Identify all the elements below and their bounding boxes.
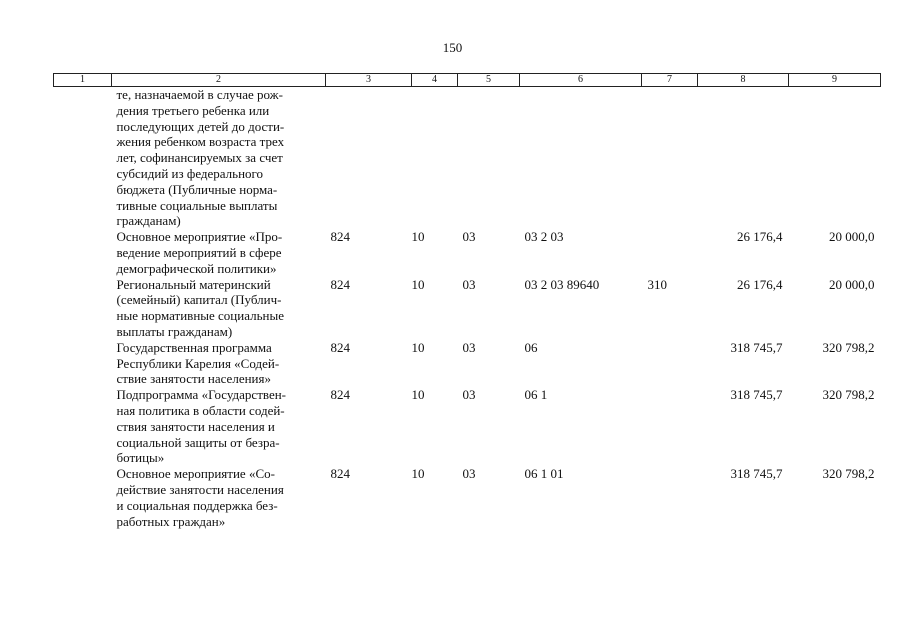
column-number-row <box>54 74 881 87</box>
cell-ved: 824 <box>330 339 350 355</box>
table-row <box>54 277 881 340</box>
cell-ved: 824 <box>330 229 350 245</box>
cell-amount-year1 <box>698 87 789 230</box>
cell-amount-year2: 320 798,2 <box>822 466 875 482</box>
name-line: ствия занятости населения и <box>116 418 275 434</box>
name-line: Государственная программа <box>116 339 272 355</box>
column-header: 7 <box>642 74 698 87</box>
page-number: 150 <box>442 40 463 55</box>
cell-expense-type <box>642 466 698 529</box>
cell-subsection: 03 <box>462 466 476 482</box>
column-header: 4 <box>412 74 458 87</box>
budget-table <box>53 73 881 529</box>
name-line: последующих детей до дости- <box>116 118 285 134</box>
cell-subsection: 03 <box>462 229 476 245</box>
name-line: Основное мероприятие «Про- <box>116 229 283 245</box>
cell-amount-year1: 26 176,4 <box>737 229 783 245</box>
cell-amount-year1: 318 745,7 <box>730 387 783 403</box>
name-line: ная политика в области содей- <box>116 402 285 418</box>
name-line: бюджета (Публичные норма- <box>116 181 278 197</box>
name-line: Подпрограмма «Государствен- <box>116 387 287 403</box>
cell-section: 10 <box>411 387 425 403</box>
cell-amount-year2: 20 000,0 <box>829 229 875 245</box>
cell-amount-year2: 20 000,0 <box>829 276 875 292</box>
cell-name <box>112 229 326 276</box>
cell-name <box>112 277 326 340</box>
column-header: 2 <box>112 74 326 87</box>
table-row <box>54 387 881 466</box>
cell-col1 <box>54 387 112 466</box>
name-line: Основное мероприятие «Со- <box>116 466 275 482</box>
name-line: ствие занятости населения» <box>116 371 271 387</box>
name-line: гражданам) <box>116 213 181 229</box>
name-line: социальной защиты от безра- <box>116 434 280 450</box>
name-line: ведение мероприятий в сфере <box>116 244 282 260</box>
cell-ved <box>326 87 412 230</box>
cell-name <box>112 340 326 387</box>
cell-expense-type <box>642 229 698 276</box>
name-line: тивные социальные выплаты <box>116 197 278 213</box>
cell-target-article: 06 <box>524 339 538 355</box>
cell-col1 <box>54 229 112 276</box>
cell-amount-year1: 318 745,7 <box>730 339 783 355</box>
column-header: 5 <box>458 74 520 87</box>
name-line: субсидий из федерального <box>116 165 264 181</box>
cell-expense-type <box>642 387 698 466</box>
name-line: ботицы» <box>116 450 165 466</box>
cell-target-article: 06 1 <box>524 387 548 403</box>
name-line: Республики Карелия «Содей- <box>116 355 280 371</box>
cell-section <box>412 87 458 230</box>
name-line: дения третьего ребенка или <box>116 102 270 118</box>
cell-ved: 824 <box>330 387 350 403</box>
cell-section: 10 <box>411 276 425 292</box>
cell-col1 <box>54 87 112 230</box>
cell-section: 10 <box>411 339 425 355</box>
table-row <box>54 87 881 230</box>
column-header: 8 <box>698 74 789 87</box>
cell-amount-year2 <box>789 87 881 230</box>
name-line: и социальная поддержка без- <box>116 497 278 513</box>
column-header: 1 <box>54 74 112 87</box>
name-line: те, назначаемой в случае рож- <box>116 87 283 102</box>
cell-subsection <box>458 87 520 230</box>
cell-target-article: 06 1 01 <box>524 466 564 482</box>
cell-target-article <box>520 87 642 230</box>
cell-name <box>112 466 326 529</box>
cell-expense-type: 310 <box>647 276 667 292</box>
name-line: выплаты гражданам) <box>116 323 233 339</box>
cell-col1 <box>54 466 112 529</box>
name-line: (семейный) капитал (Публич- <box>116 292 282 308</box>
table-row <box>54 229 881 276</box>
cell-target-article: 03 2 03 89640 <box>524 276 600 292</box>
cell-ved: 824 <box>330 276 350 292</box>
name-line: демографической политики» <box>116 260 277 276</box>
name-line: действие занятости населения <box>116 481 284 497</box>
cell-target-article: 03 2 03 <box>524 229 564 245</box>
cell-subsection: 03 <box>462 387 476 403</box>
name-line: Региональный материнский <box>116 276 271 292</box>
name-line: лет, софинансируемых за счет <box>116 150 283 166</box>
name-line: жения ребенком возраста трех <box>116 134 285 150</box>
cell-name <box>112 387 326 466</box>
name-line: работных граждан» <box>116 513 226 529</box>
cell-col1 <box>54 340 112 387</box>
cell-amount-year2: 320 798,2 <box>822 387 875 403</box>
cell-amount-year1: 318 745,7 <box>730 466 783 482</box>
cell-name <box>112 87 326 230</box>
column-header: 9 <box>789 74 881 87</box>
table-body <box>54 87 881 530</box>
cell-expense-type <box>642 87 698 230</box>
table-row <box>54 466 881 529</box>
cell-section: 10 <box>411 229 425 245</box>
cell-subsection: 03 <box>462 276 476 292</box>
cell-amount-year1: 26 176,4 <box>737 276 783 292</box>
table-row <box>54 340 881 387</box>
column-header: 3 <box>326 74 412 87</box>
cell-expense-type <box>642 340 698 387</box>
cell-ved: 824 <box>330 466 350 482</box>
name-line: ные нормативные социальные <box>116 308 284 324</box>
column-header: 6 <box>520 74 642 87</box>
cell-section: 10 <box>411 466 425 482</box>
cell-col1 <box>54 277 112 340</box>
cell-subsection: 03 <box>462 339 476 355</box>
cell-amount-year2: 320 798,2 <box>822 339 875 355</box>
